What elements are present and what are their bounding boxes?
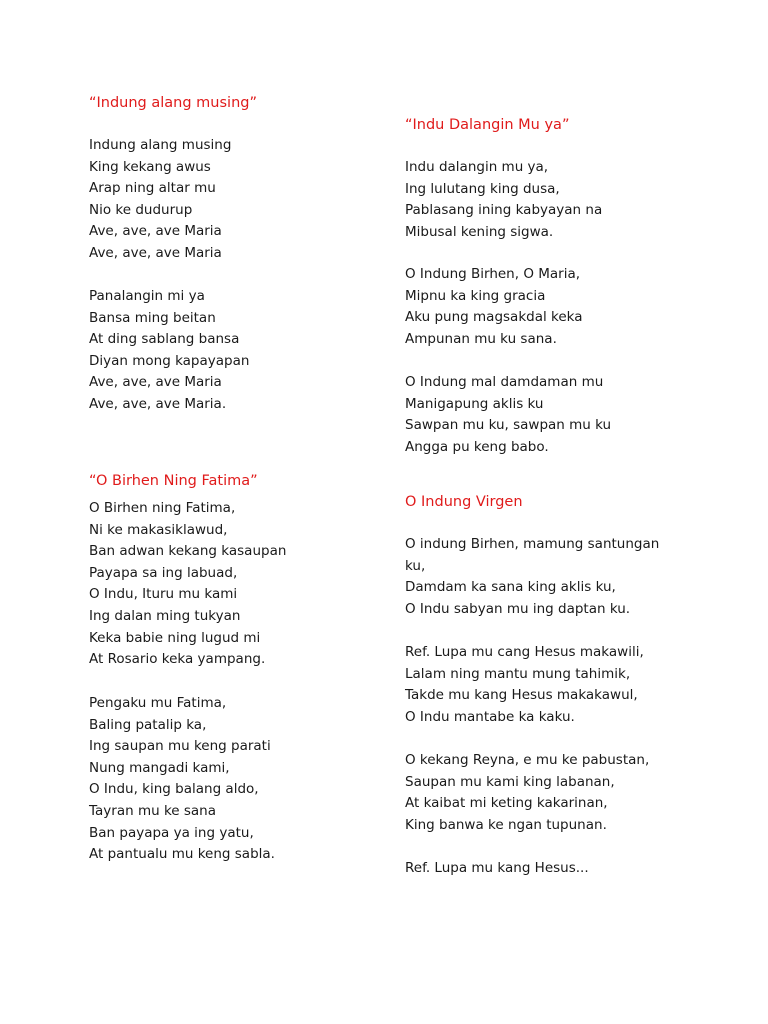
verse-line: Takde mu kang Hesus makakawul,	[405, 687, 638, 704]
verse-line: Aku pung magsakdal keka	[405, 309, 583, 326]
verse-line: Ave, ave, ave Maria	[89, 244, 222, 261]
verse-line: Arap ning altar mu	[89, 180, 216, 197]
verse-line: Lalam ning mantu mung tahimik,	[405, 665, 631, 682]
verse-line: Ban adwan kekang kasaupan	[89, 543, 287, 560]
verse-line: Panalangin mi ya	[89, 288, 205, 304]
verse-1	[89, 135, 231, 265]
song-title-o-birhen-ning-fatima: “O Birhen Ning Fatima”	[89, 473, 258, 489]
verse-1	[89, 498, 286, 671]
verse-line: Bansa ming beitan	[89, 309, 216, 326]
verse-line: Indung alang musing	[89, 137, 232, 153]
verse-line: Sawpan mu ku, sawpan mu ku	[405, 417, 612, 434]
song-title-indung-alang-musing: “Indung alang musing”	[89, 95, 257, 111]
verse-line: Pablasang ining kabyayan na	[405, 202, 603, 219]
verse-line: Damdam ka sana king aklis ku,	[405, 579, 616, 596]
verse-line: O kekang Reyna, e mu ke pabustan,	[405, 752, 650, 768]
verse-line: Payapa sa ing labuad,	[89, 564, 238, 581]
verse-line: Saupan mu kami king labanan,	[405, 773, 615, 790]
verse-line: O indung Birhen, mamung santungan ku,	[405, 536, 660, 574]
verse-line: At pantualu mu keng sabla.	[89, 846, 275, 863]
verse-line: O Indung mal damdaman mu	[405, 374, 604, 390]
verse-line: Ni ke makasiklawud,	[89, 521, 228, 538]
verse-2	[405, 264, 583, 350]
song-title-o-indung-virgen: O Indung Virgen	[405, 494, 523, 510]
verse-line: O Indu mantabe ka kaku.	[405, 708, 575, 725]
song-title-indu-dalangin-mu-ya: “Indu Dalangin Mu ya”	[405, 117, 570, 133]
verse-line: Manigapung aklis ku	[405, 395, 544, 412]
verse-line: Ampunan mu ku sana.	[405, 330, 557, 347]
verse-line: King banwa ke ngan tupunan.	[405, 816, 607, 833]
verse-line: At kaibat mi keting kakarinan,	[405, 795, 608, 812]
verse-line: Ave, ave, ave Maria	[89, 374, 222, 391]
verse-line: Mipnu ka king gracia	[405, 287, 546, 304]
verse-line: Nio ke dudurup	[89, 201, 193, 218]
verse-line: Baling patalip ka,	[89, 716, 207, 733]
verse-line: Ban payapa ya ing yatu,	[89, 824, 254, 841]
verse-line: Ave, ave, ave Maria.	[89, 395, 227, 412]
verse-line: O Indu sabyan mu ing daptan ku.	[405, 600, 631, 617]
verse-line: Ing saupan mu keng parati	[89, 738, 271, 755]
verse-line: Ing lulutang king dusa,	[405, 180, 560, 197]
verse-line: Ref. Lupa mu cang Hesus makawili,	[405, 644, 644, 660]
verse-line: At ding sablang bansa	[89, 331, 240, 348]
verse-line: Keka babie ning lugud mi	[89, 629, 261, 646]
verse-line: Mibusal kening sigwa.	[405, 223, 554, 240]
verse-line: Pengaku mu Fatima,	[89, 695, 227, 711]
verse-line: Ref. Lupa mu kang Hesus...	[405, 860, 589, 876]
verse-line: O Indu, Ituru mu kami	[89, 586, 238, 603]
verse-3	[405, 750, 649, 836]
verse-line: Diyan mong kapayapan	[89, 352, 250, 369]
verse-line: Ing dalan ming tukyan	[89, 607, 241, 624]
verse-2	[89, 693, 275, 866]
verse-line: O Indung Birhen, O Maria,	[405, 266, 581, 282]
verse-line: Nung mangadi kami,	[89, 759, 230, 776]
verse-line: O Birhen ning Fatima,	[89, 500, 236, 516]
verse-1	[405, 157, 602, 243]
verse-line: Angga pu keng babo.	[405, 438, 549, 455]
verse-line: Indu dalangin mu ya,	[405, 159, 549, 175]
verse-2	[405, 642, 644, 728]
verse-line: King kekang awus	[89, 158, 211, 175]
verse-3	[405, 372, 611, 458]
verse-line: Tayran mu ke sana	[89, 802, 217, 819]
verse-2	[89, 286, 249, 416]
verse-line: Ave, ave, ave Maria	[89, 223, 222, 240]
verse-4	[405, 858, 589, 880]
verse-1	[405, 534, 663, 620]
verse-line: O Indu, king balang aldo,	[89, 781, 259, 798]
verse-line: At Rosario keka yampang.	[89, 651, 266, 668]
